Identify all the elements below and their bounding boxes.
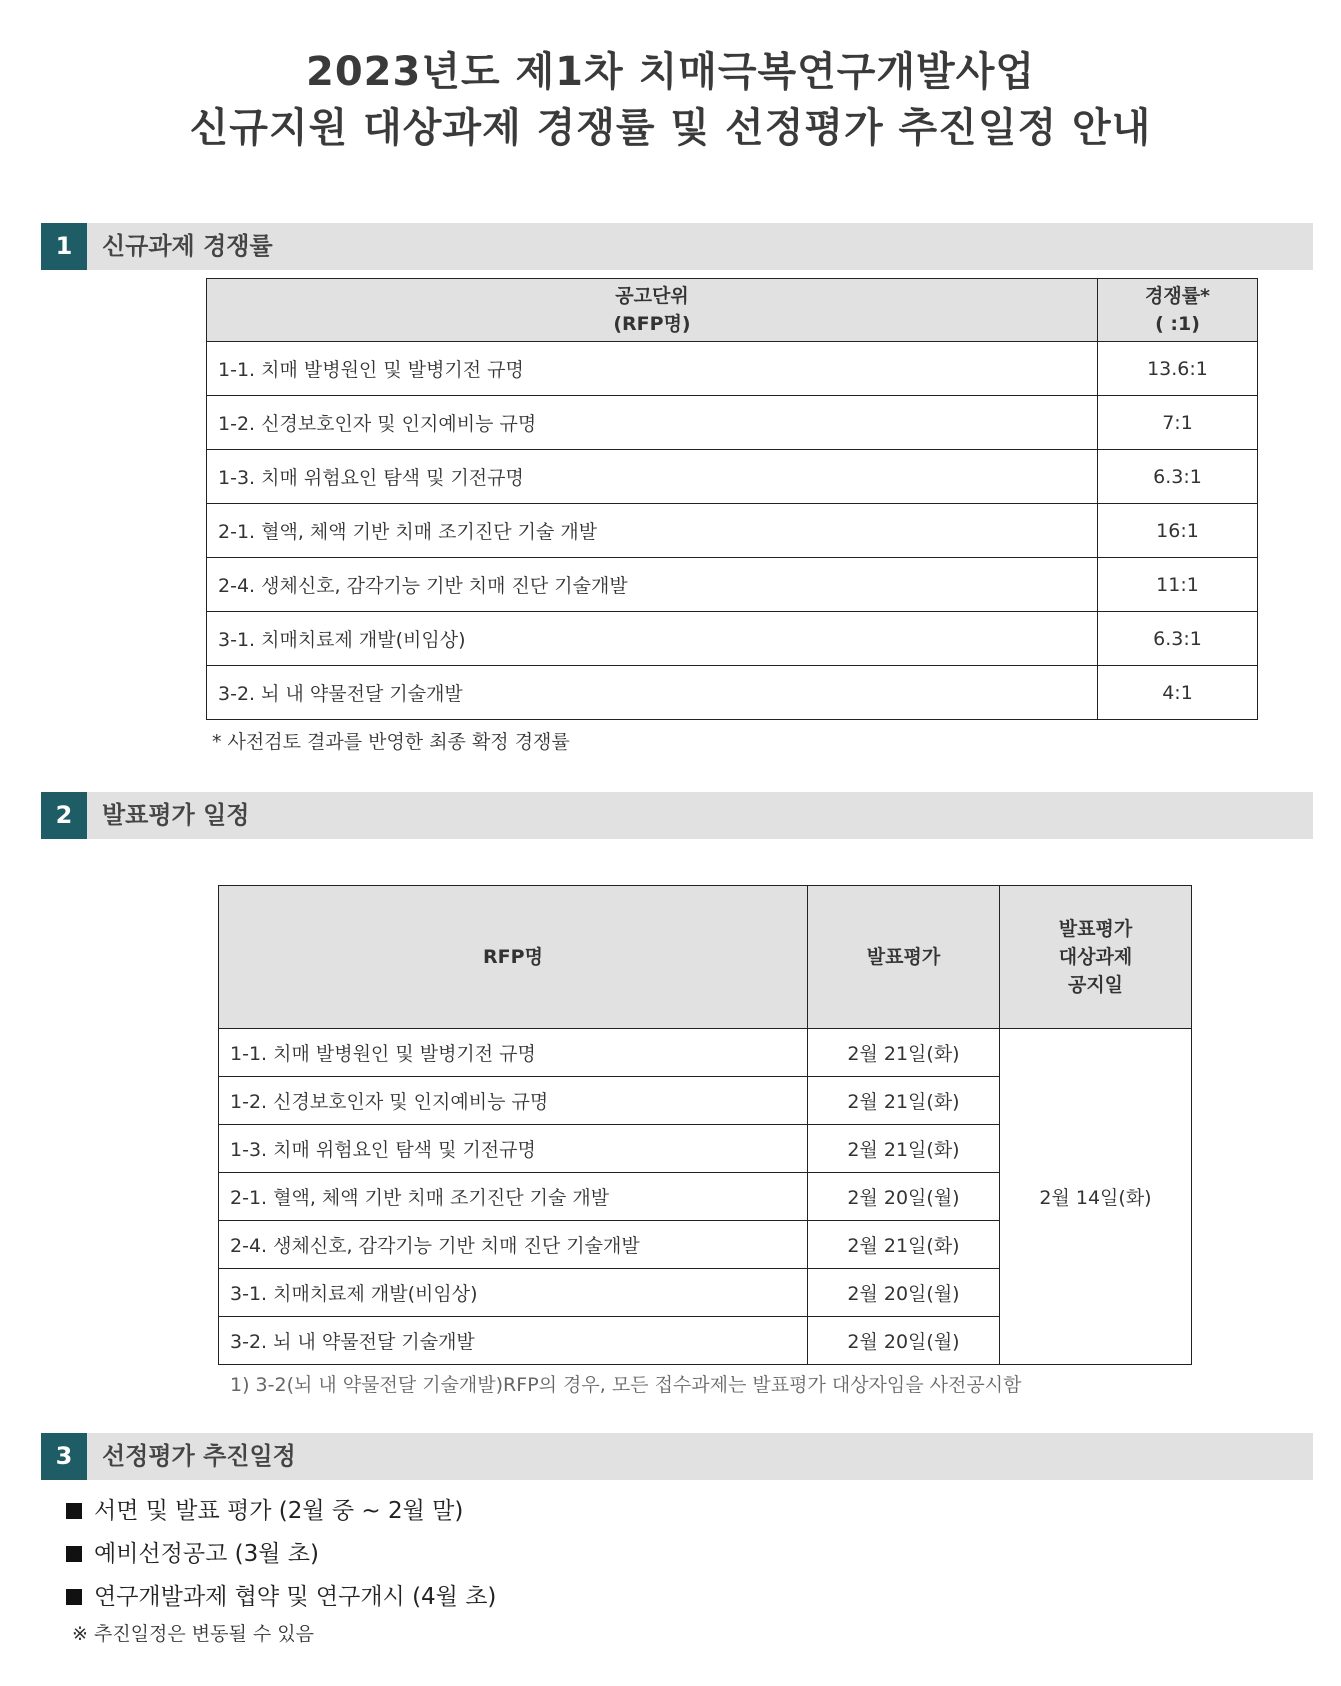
rfp-name-cell: 2-4. 생체신호, 감각기능 기반 치매 진단 기술개발: [207, 558, 1098, 612]
presentation-footnote: 1) 3-2(뇌 내 약물전달 기술개발)RFP의 경우, 모든 접수과제는 발표평가 대상자임을 사전공시함: [230, 1374, 1022, 1396]
page-title-line2: 신규지원 대상과제 경쟁률 및 선정평가 추진일정 안내: [189, 105, 1152, 151]
list-item: [66, 1576, 496, 1619]
eval-date-cell: 2월 20일(월): [808, 1317, 1000, 1365]
table-row: [207, 342, 1258, 396]
list-item: [66, 1490, 496, 1533]
list-item: [66, 1533, 496, 1576]
rfp-name-cell: 2-4. 생체신호, 감각기능 기반 치매 진단 기술개발: [219, 1221, 808, 1269]
rfp-name-cell: 1-1. 치매 발병원인 및 발병기전 규명: [207, 342, 1098, 396]
list-item-text: 예비선정공고 (3월 초): [94, 1541, 319, 1567]
rate-cell: 13.6:1: [1098, 342, 1258, 396]
square-bullet-icon: [66, 1589, 82, 1605]
page-title: [0, 44, 1341, 156]
header-notice-line2: 대상과제: [1058, 946, 1133, 968]
header-notice-line1: 발표평가: [1058, 918, 1133, 940]
section-title: 신규과제 경쟁률: [102, 232, 273, 260]
competition-footnote: * 사전검토 결과를 반영한 최종 확정 경쟁률: [212, 731, 570, 753]
header-rfp: RFP명: [219, 886, 808, 1029]
page-title-line1: 2023년도 제1차 치매극복연구개발사업: [306, 49, 1035, 95]
competition-rate-table: [206, 278, 1258, 720]
rate-cell: 6.3:1: [1098, 612, 1258, 666]
list-item-text: 서면 및 발표 평가 (2월 중 ~ 2월 말): [94, 1498, 464, 1524]
eval-date-cell: 2월 21일(화): [808, 1221, 1000, 1269]
rate-cell: 11:1: [1098, 558, 1258, 612]
section-title: 발표평가 일정: [102, 801, 250, 829]
header-rfp: [207, 279, 1098, 342]
header-rfp-line1: 공고단위: [615, 285, 689, 307]
rfp-name-cell: 1-1. 치매 발병원인 및 발병기전 규명: [219, 1029, 808, 1077]
presentation-schedule-table: [218, 885, 1192, 1365]
table-row: [207, 612, 1258, 666]
table-row: [207, 396, 1258, 450]
eval-date-cell: 2월 20일(월): [808, 1269, 1000, 1317]
header-eval: 발표평가: [808, 886, 1000, 1029]
eval-date-cell: 2월 21일(화): [808, 1077, 1000, 1125]
section-header-presentation: [41, 792, 1313, 839]
table-row: [207, 558, 1258, 612]
table-row: [207, 450, 1258, 504]
schedule-list: [66, 1490, 496, 1619]
rfp-name-cell: 2-1. 혈액, 체액 기반 치매 조기진단 기술 개발: [207, 504, 1098, 558]
header-rfp-line2: (RFP명): [613, 313, 691, 335]
table-row: [207, 666, 1258, 720]
rfp-name-cell: 2-1. 혈액, 체액 기반 치매 조기진단 기술 개발: [219, 1173, 808, 1221]
table-header-row: [207, 279, 1258, 342]
rfp-name-cell: 1-2. 신경보호인자 및 인지예비능 규명: [219, 1077, 808, 1125]
rfp-name-cell: 3-1. 치매치료제 개발(비임상): [219, 1269, 808, 1317]
rfp-name-cell: 1-3. 치매 위험요인 탐색 및 기전규명: [207, 450, 1098, 504]
table-header-row: [219, 886, 1192, 1029]
rate-cell: 16:1: [1098, 504, 1258, 558]
rfp-name-cell: 1-2. 신경보호인자 및 인지예비능 규명: [207, 396, 1098, 450]
section-number: 1: [41, 223, 87, 270]
header-rate-line1: 경쟁률*: [1145, 285, 1210, 307]
rfp-name-cell: 3-2. 뇌 내 약물전달 기술개발: [219, 1317, 808, 1365]
rate-cell: 7:1: [1098, 396, 1258, 450]
table-row: [219, 1029, 1192, 1077]
square-bullet-icon: [66, 1503, 82, 1519]
schedule-footnote: ※ 추진일정은 변동될 수 있음: [72, 1623, 314, 1645]
section-number: 2: [41, 792, 87, 839]
header-rate: [1098, 279, 1258, 342]
section-number: 3: [41, 1433, 87, 1480]
section-title: 선정평가 추진일정: [102, 1442, 296, 1470]
rfp-name-cell: 1-3. 치매 위험요인 탐색 및 기전규명: [219, 1125, 808, 1173]
eval-date-cell: 2월 20일(월): [808, 1173, 1000, 1221]
header-notice-line3: 공지일: [1067, 974, 1124, 996]
section-header-competition: [41, 223, 1313, 270]
rate-cell: 6.3:1: [1098, 450, 1258, 504]
eval-date-cell: 2월 21일(화): [808, 1029, 1000, 1077]
square-bullet-icon: [66, 1546, 82, 1562]
table-row: [207, 504, 1258, 558]
rfp-name-cell: 3-2. 뇌 내 약물전달 기술개발: [207, 666, 1098, 720]
notice-date-cell: 2월 14일(화): [1000, 1029, 1192, 1365]
header-notice: [1000, 886, 1192, 1029]
list-item-text: 연구개발과제 협약 및 연구개시 (4월 초): [94, 1584, 497, 1610]
rate-cell: 4:1: [1098, 666, 1258, 720]
header-rate-line2: ( :1): [1155, 313, 1200, 335]
section-header-schedule: [41, 1433, 1313, 1480]
rfp-name-cell: 3-1. 치매치료제 개발(비임상): [207, 612, 1098, 666]
eval-date-cell: 2월 21일(화): [808, 1125, 1000, 1173]
